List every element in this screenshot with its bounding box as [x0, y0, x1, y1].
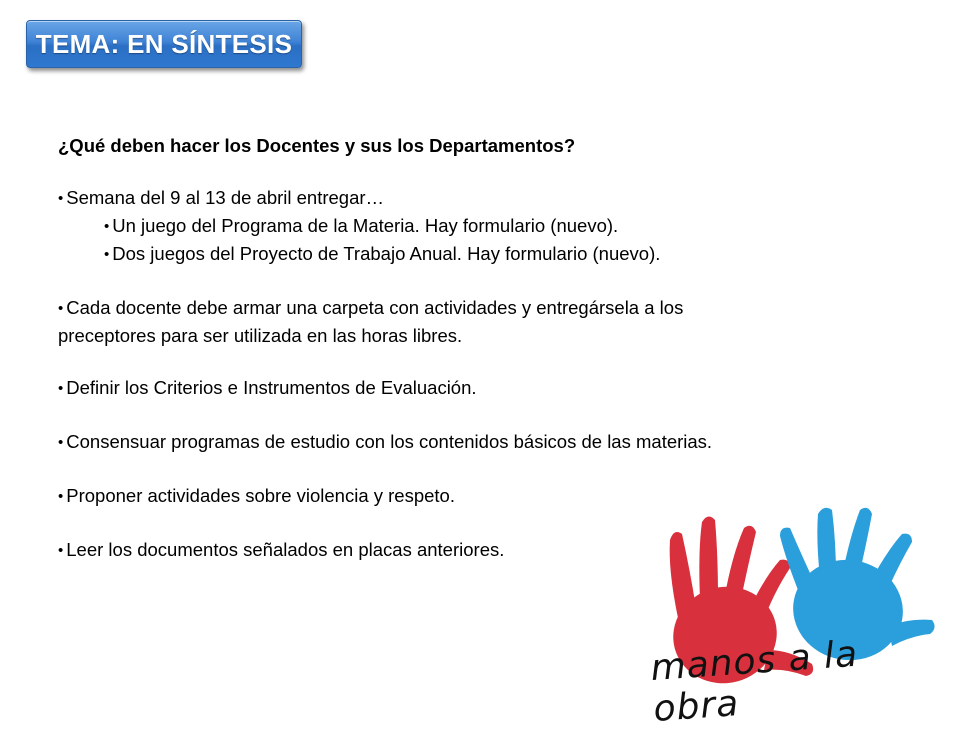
bullet-criterios: • Definir los Criterios e Instrumentos de Evaluación.: [58, 375, 878, 403]
sub-bullet-programa: • Un juego del Programa de la Materia. Hay formulario (nuevo).: [58, 213, 878, 241]
bullet-proponer: • Proponer actividades sobre violencia y respeto.: [58, 483, 878, 511]
bullet-carpeta-continued: preceptores para ser utilizada en las horas libres.: [58, 325, 463, 346]
bullet-week: • Semana del 9 al 13 de abril entregar…: [58, 185, 878, 213]
bullet-consensuar: • Consensuar programas de estudio con los contenidos básicos de las materias.: [58, 429, 878, 457]
slide-heading: ¿Qué deben hacer los Docentes y sus los Departamentos?: [58, 135, 576, 156]
bullet-carpeta: • Cada docente debe armar una carpeta con actividades y entregársela a los: [58, 295, 878, 323]
sub-bullet-proyecto: • Dos juegos del Proyecto de Trabajo Anual. Hay formulario (nuevo).: [58, 241, 878, 269]
logo-text: manos a la obra: [649, 633, 860, 730]
slide-title: TEMA: EN SÍNTESIS: [26, 20, 302, 68]
bullet-leer: • Leer los documentos señalados en placas anteriores.: [58, 537, 878, 565]
